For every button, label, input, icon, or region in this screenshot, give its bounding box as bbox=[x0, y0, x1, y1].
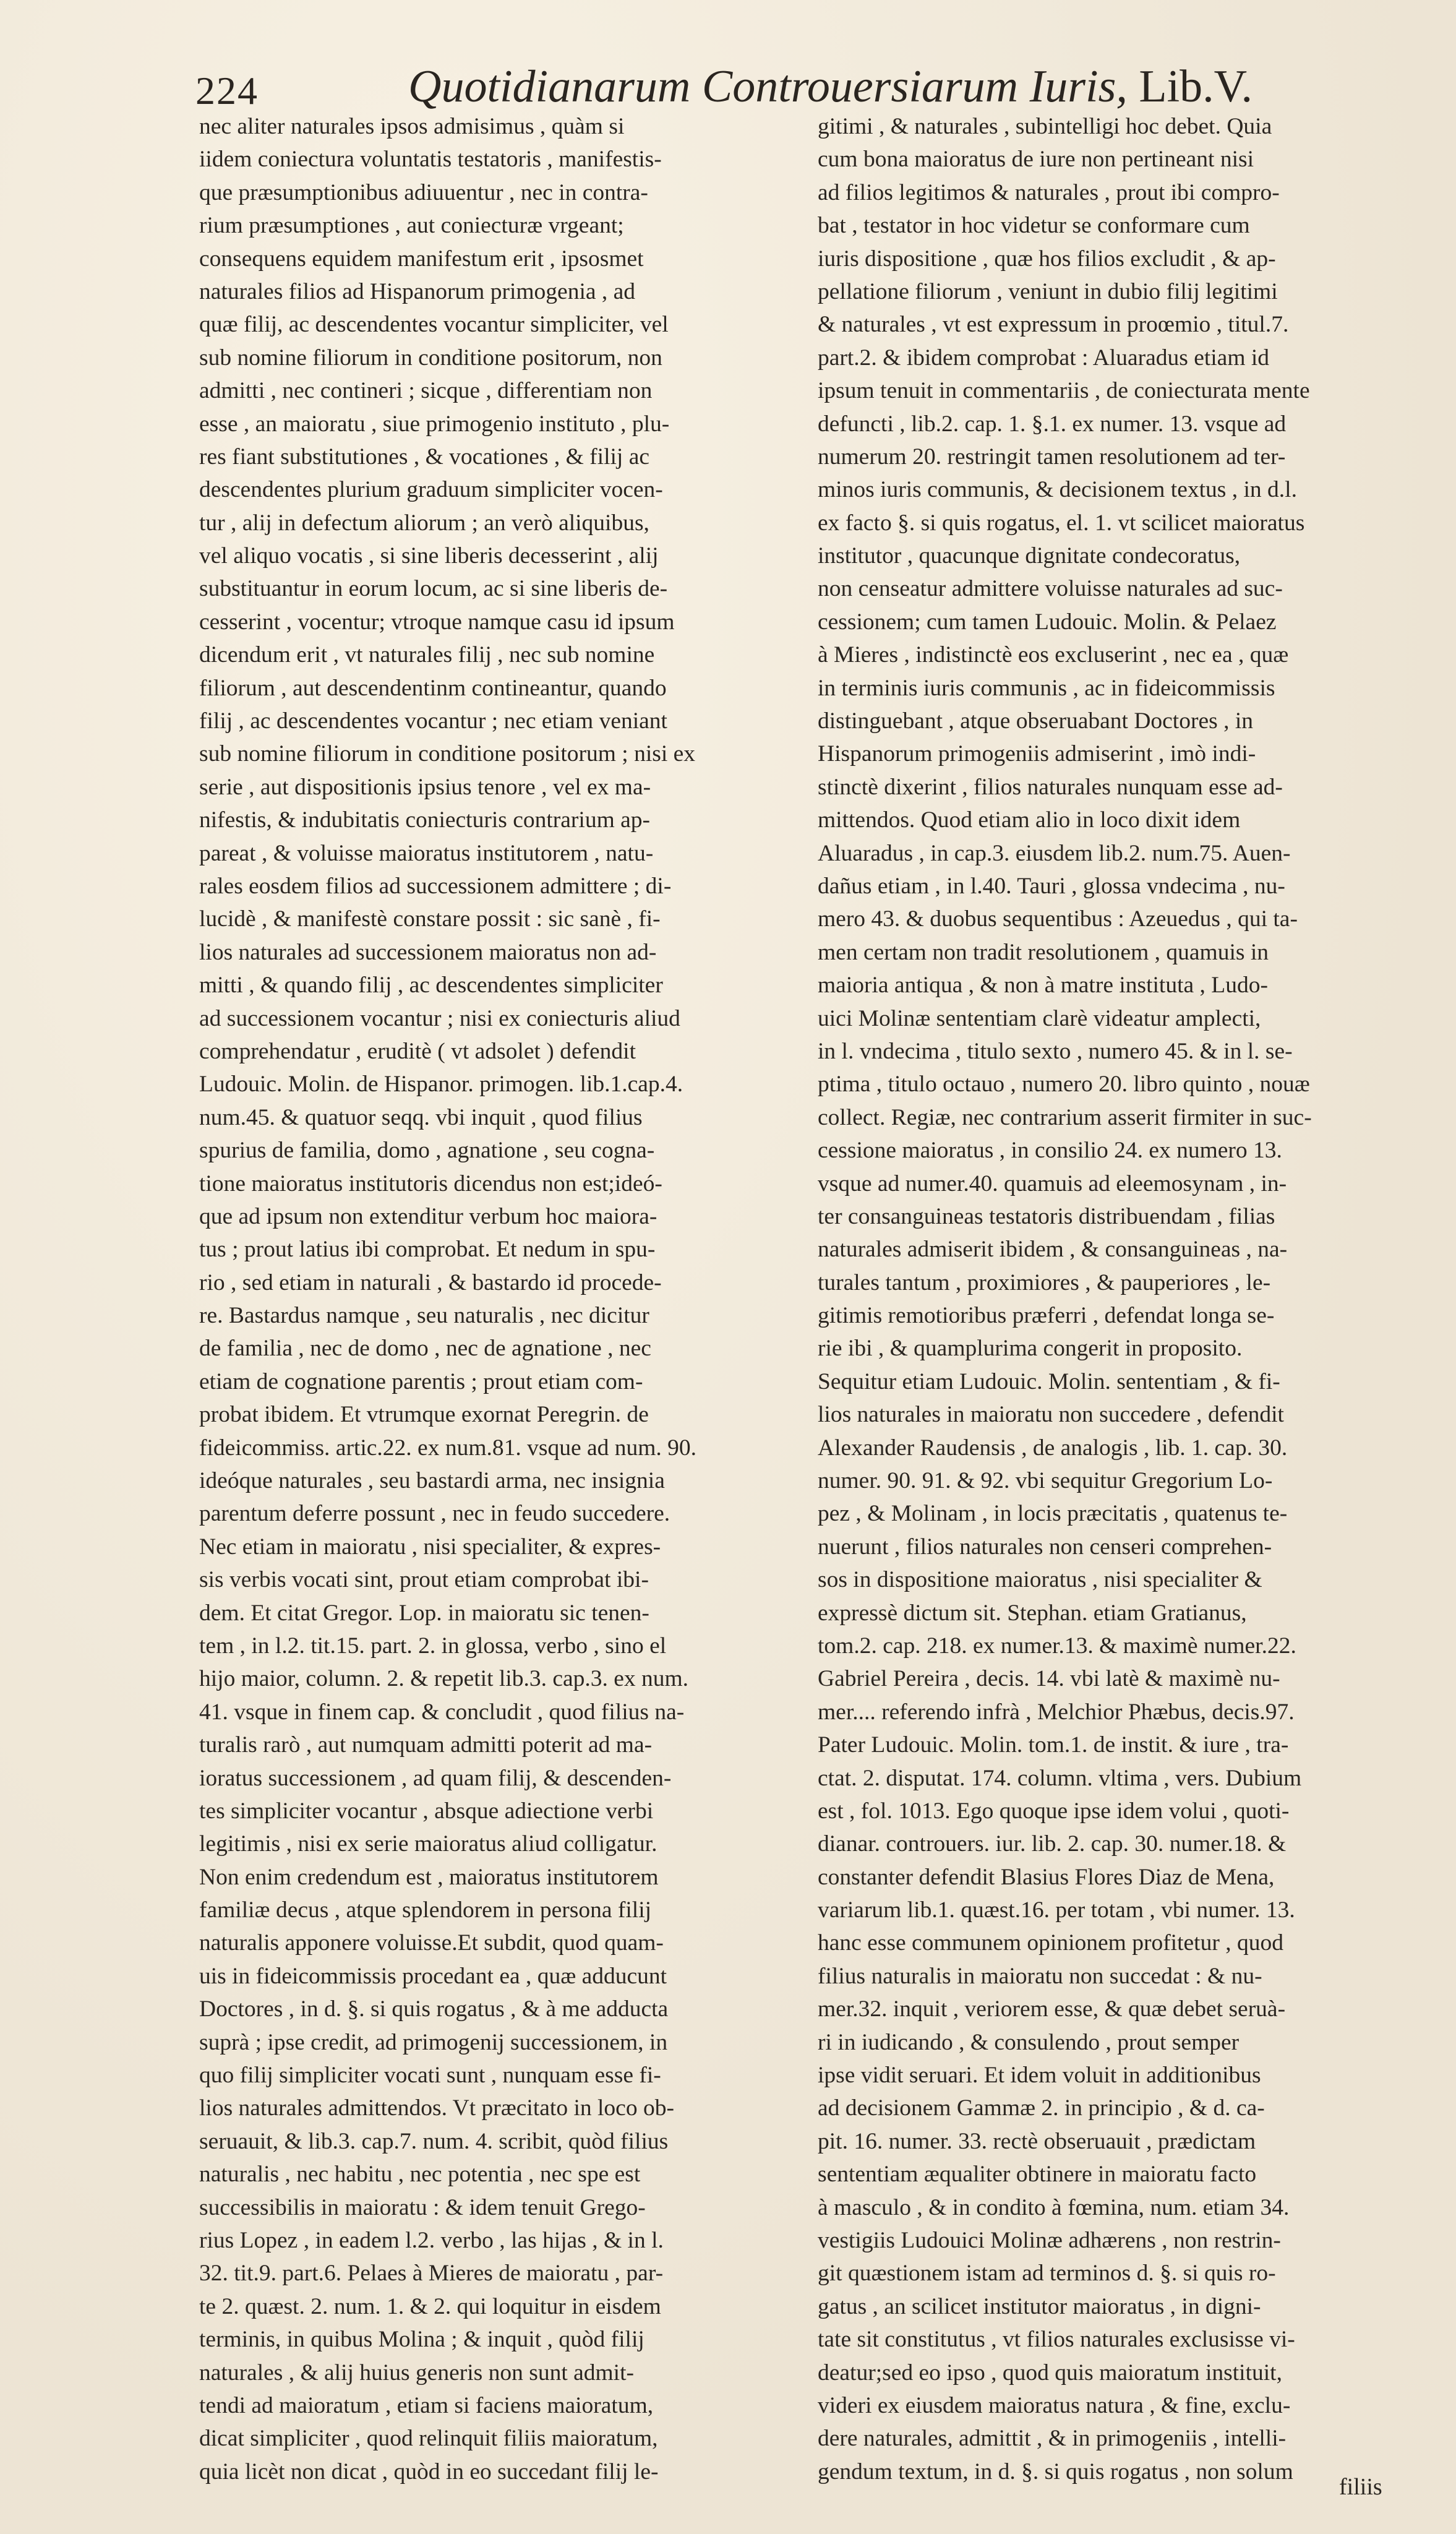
text-line: lios naturales ad successionem maioratus non ad- bbox=[199, 939, 657, 965]
text-line: numer. 90. 91. & 92. vbi sequitur Gregorium Lo- bbox=[818, 1468, 1273, 1494]
text-line: deatur;sed eo ipso , quod quis maioratum instituit, bbox=[818, 2360, 1282, 2386]
text-line: consequens equidem manifestum erit , ipsosmet bbox=[199, 246, 644, 272]
text-line: quæ filij, ac descendentes vocantur simpliciter, vel bbox=[199, 312, 669, 338]
text-line: iuris dispositione , quæ hos filios excludit , & ap- bbox=[818, 246, 1276, 272]
text-line: dianar. controuers. iur. lib. 2. cap. 30. numer.18. & bbox=[818, 1831, 1287, 1857]
text-line: cessionem; cum tamen Ludouic. Molin. & Pelaez bbox=[818, 609, 1277, 635]
catchword: filiis bbox=[1339, 2474, 1382, 2500]
text-line: tom.2. cap. 218. ex numer.13. & maximè numer.22. bbox=[818, 1633, 1296, 1659]
page-number: 224 bbox=[195, 69, 259, 113]
text-line: mittendos. Quod etiam alio in loco dixit idem bbox=[818, 807, 1241, 833]
text-line: substituantur in eorum locum, ac si sine liberis de- bbox=[199, 576, 668, 602]
text-line: vel aliquo vocatis , si sine liberis decesserint , alij bbox=[199, 543, 659, 569]
text-line: institutor , quacunque dignitate condecoratus, bbox=[818, 543, 1241, 569]
text-line: sis verbis vocati sint, prout etiam comprobat ibi- bbox=[199, 1567, 649, 1593]
text-line: gendum textum, in d. §. si quis rogatus , non solum bbox=[818, 2459, 1293, 2485]
text-line: tem , in l.2. tit.15. part. 2. in glossa, verbo , sino el bbox=[199, 1633, 667, 1659]
text-line: tur , alij in defectum aliorum ; an verò aliquibus, bbox=[199, 510, 649, 536]
text-line: spurius de familia, domo , agnatione , seu cogna- bbox=[199, 1138, 655, 1164]
text-line: Pater Ludouic. Molin. tom.1. de instit. & iure , tra- bbox=[818, 1732, 1289, 1758]
text-line: distinguebant , atque obseruabant Doctores , in bbox=[818, 708, 1253, 734]
text-line: ter consanguineas testatoris distribuendam , filias bbox=[818, 1203, 1275, 1229]
text-line: nec aliter naturales ipsos admisimus , quàm si bbox=[199, 114, 625, 139]
text-line: esse , an maioratu , siue primogenio instituto , plu- bbox=[199, 411, 670, 437]
text-line: lucidè , & manifestè constare possit : sic sanè , fi- bbox=[199, 906, 661, 932]
text-line: filij , ac descendentes vocantur ; nec etiam veniant bbox=[199, 708, 667, 734]
text-line: num.45. & quatuor seqq. vbi inquit , quod filius bbox=[199, 1104, 643, 1130]
text-line: tes simpliciter vocantur , absque adiectione verbi bbox=[199, 1798, 654, 1824]
text-line: defuncti , lib.2. cap. 1. §.1. ex numer. 13. vsque ad bbox=[818, 411, 1287, 437]
text-line: constanter defendit Blasius Flores Diaz de Mena, bbox=[818, 1864, 1275, 1890]
text-line: gitimi , & naturales , subintelligi hoc debet. Quia bbox=[818, 114, 1272, 139]
text-line: ad filios legitimos & naturales , prout ibi compro- bbox=[818, 179, 1280, 205]
text-line: vsque ad numer.40. quamuis ad eleemosynam , in- bbox=[818, 1170, 1287, 1196]
text-line: minos iuris communis, & decisionem textus , in d.l. bbox=[818, 477, 1297, 503]
text-line: ipse vidit seruari. Et idem voluit in additionibus bbox=[818, 2063, 1261, 2089]
text-line: probat ibidem. Et vtrumque exornat Peregrin. de bbox=[199, 1402, 649, 1428]
text-line: à masculo , & in condito à fœmina, num. etiam 34. bbox=[818, 2194, 1290, 2220]
text-line: tate sit constitutus , vt filios naturales exclusisse vi- bbox=[818, 2327, 1295, 2353]
running-title bbox=[408, 61, 1253, 113]
text-line: tus ; prout latius ibi comprobat. Et nedum in spu- bbox=[199, 1237, 656, 1263]
running-title-text: Quotidianarum Controuersiarum Iuris, bbox=[408, 61, 1128, 112]
text-line: sententiam æqualiter obtinere in maioratu facto bbox=[818, 2162, 1257, 2188]
text-line: mero 43. & duobus sequentibus : Azeuedus , qui ta- bbox=[818, 906, 1298, 932]
text-line: collect. Regiæ, nec contrarium asserit firmiter in suc- bbox=[818, 1104, 1312, 1130]
text-line: stinctè dixerint , filios naturales nunquam esse ad- bbox=[818, 774, 1283, 800]
text-line: sub nomine filiorum in conditione positorum, non bbox=[199, 345, 662, 371]
text-line: terminis, in quibus Molina ; & inquit , quòd filij bbox=[199, 2327, 644, 2353]
text-line: familiæ decus , atque splendorem in persona filij bbox=[199, 1897, 652, 1923]
text-line: sub nomine filiorum in conditione positorum ; nisi ex bbox=[199, 741, 696, 767]
text-line: dañus etiam , in l.40. Tauri , glossa vndecima , nu- bbox=[818, 873, 1285, 899]
text-line: serie , aut dispositionis ipsius tenore , vel ex ma- bbox=[199, 774, 651, 800]
text-line: nifestis, & indubitatis coniecturis contrarium ap- bbox=[199, 807, 650, 833]
text-line: non censeatur admittere voluisse naturales ad suc- bbox=[818, 576, 1283, 602]
text-line: ideóque naturales , seu bastardi arma, nec insignia bbox=[199, 1468, 665, 1494]
text-line: Nec etiam in maioratu , nisi specialiter, & expres- bbox=[199, 1534, 661, 1560]
text-line: successibilis in maioratu : & idem tenuit Grego- bbox=[199, 2194, 646, 2220]
text-line: dicendum erit , vt naturales filij , nec sub nomine bbox=[199, 642, 655, 668]
text-line: rales eosdem filios ad successionem admittere ; di- bbox=[199, 873, 672, 899]
text-line: nuerunt , filios naturales non censeri comprehen- bbox=[818, 1534, 1272, 1560]
text-line: filiorum , aut descendentinm contineantur, quando bbox=[199, 675, 667, 701]
text-line: etiam de cognatione parentis ; prout etiam com- bbox=[199, 1368, 643, 1394]
text-line: naturalis , nec habitu , nec potentia , nec spe est bbox=[199, 2162, 641, 2188]
text-line: Hispanorum primogeniis admiserint , imò indi- bbox=[818, 741, 1256, 767]
text-line: in l. vndecima , titulo sexto , numero 45. & in l. se- bbox=[818, 1038, 1293, 1064]
text-line: rie ibi , & quamplurima congerit in proposito. bbox=[818, 1336, 1243, 1362]
text-line: ri in iudicando , & consulendo , prout semper bbox=[818, 2029, 1240, 2055]
text-line: lios naturales in maioratu non succedere , defendit bbox=[818, 1402, 1284, 1428]
text-line: ioratus successionem , ad quam filij, & descenden- bbox=[199, 1765, 672, 1791]
text-line: naturales admiserit ibidem , & consanguineas , na- bbox=[818, 1237, 1288, 1263]
text-line: vestigiis Ludouici Molinæ adhærens , non restrin- bbox=[818, 2228, 1281, 2253]
text-line: cessione maioratus , in consilio 24. ex numero 13. bbox=[818, 1138, 1282, 1164]
text-line: comprehendatur , eruditè ( vt adsolet ) defendit bbox=[199, 1038, 636, 1064]
text-line: tendi ad maioratum , etiam si faciens maioratum, bbox=[199, 2392, 654, 2418]
text-line: 41. vsque in finem cap. & concludit , quod filius na- bbox=[199, 1699, 685, 1725]
text-line: pez , & Molinam , in locis præcitatis , quatenus te- bbox=[818, 1501, 1288, 1527]
text-line: & naturales , vt est expressum in proœmio , titul.7. bbox=[818, 312, 1289, 338]
text-line: naturales filios ad Hispanorum primogenia , ad bbox=[199, 278, 636, 304]
text-line: sos in dispositione maioratus , nisi specialiter & bbox=[818, 1567, 1262, 1593]
running-title-book: Lib.V. bbox=[1139, 61, 1253, 112]
text-line: ipsum tenuit in commentariis , de coniecturata mente bbox=[818, 378, 1310, 404]
text-line: gitimis remotioribus præferri , defendat longa se- bbox=[818, 1303, 1275, 1329]
text-line: quia licèt non dicat , quòd in eo succedant filij le- bbox=[199, 2459, 659, 2485]
text-line: seruauit, & lib.3. cap.7. num. 4. scribit, quòd filius bbox=[199, 2128, 669, 2154]
text-line: fideicommiss. artic.22. ex num.81. vsque ad num. 90. bbox=[199, 1435, 697, 1461]
text-line: naturalis apponere voluisse.Et subdit, quod quam- bbox=[199, 1930, 664, 1956]
text-line: pit. 16. numer. 33. rectè obseruauit , prædictam bbox=[818, 2128, 1256, 2154]
text-line: gatus , an scilicet institutor maioratus , in digni- bbox=[818, 2293, 1261, 2319]
text-line: legitimis , nisi ex serie maioratus aliud colligatur. bbox=[199, 1831, 657, 1857]
text-line: mitti , & quando filij , ac descendentes simpliciter bbox=[199, 973, 663, 999]
text-line: hijo maior, column. 2. & repetit lib.3. cap.3. ex num. bbox=[199, 1666, 689, 1692]
text-line: rium præsumptiones , aut coniecturæ vrgeant; bbox=[199, 213, 624, 239]
left-text-column bbox=[199, 110, 784, 2488]
text-line: uici Molinæ sententiam clarè videatur amplecti, bbox=[818, 1005, 1261, 1031]
text-line: ad decisionem Gammæ 2. in principio , & d. ca- bbox=[818, 2095, 1265, 2121]
text-line: cesserint , vocentur; vtroque namque casu id ipsum bbox=[199, 609, 675, 635]
text-line: naturales , & alij huius generis non sunt admit- bbox=[199, 2360, 634, 2386]
text-line: Doctores , in d. §. si quis rogatus , & à me adducta bbox=[199, 1996, 669, 2022]
text-line: à Mieres , indistinctè eos excluserint , nec ea , quæ bbox=[818, 642, 1289, 668]
text-line: rio , sed etiam in naturali , & bastardo id procede- bbox=[199, 1269, 662, 1295]
text-line: dere naturales, admittit , & in primogeniis , intelli- bbox=[818, 2426, 1287, 2452]
text-line: git quæstionem istam ad terminos d. §. si quis ro- bbox=[818, 2261, 1276, 2287]
text-line: admitti , nec contineri ; sicque , differentiam non bbox=[199, 378, 653, 404]
text-line: te 2. quæst. 2. num. 1. & 2. qui loquitur in eisdem bbox=[199, 2293, 661, 2319]
text-line: que ad ipsum non extenditur verbum hoc maiora- bbox=[199, 1203, 657, 1229]
text-line: re. Bastardus namque , seu naturalis , nec dicitur bbox=[199, 1303, 649, 1329]
text-line: dem. Et citat Gregor. Lop. in maioratu sic tenen- bbox=[199, 1600, 649, 1626]
text-line: Non enim credendum est , maioratus institutorem bbox=[199, 1864, 659, 1890]
text-line: filius naturalis in maioratu non succedat : & nu- bbox=[818, 1963, 1262, 1989]
right-text-column bbox=[818, 110, 1402, 2488]
text-line: Alexander Raudensis , de analogis , lib. 1. cap. 30. bbox=[818, 1435, 1288, 1461]
text-line: que præsumptionibus adiuuentur , nec in contra- bbox=[199, 179, 648, 205]
text-line: 32. tit.9. part.6. Pelaes à Mieres de maioratu , par- bbox=[199, 2261, 664, 2287]
text-line: turalis rarò , aut numquam admitti poterit ad ma- bbox=[199, 1732, 653, 1758]
text-line: mer.... referendo infrà , Melchior Phæbus, decis.97. bbox=[818, 1699, 1295, 1725]
text-line: pareat , & voluisse maioratus institutorem , natu- bbox=[199, 840, 654, 866]
text-line: part.2. & ibidem comprobat : Aluaradus etiam id bbox=[818, 345, 1270, 371]
text-line: parentum deferre possunt , nec in feudo succedere. bbox=[199, 1501, 670, 1527]
text-line: suprà ; ipse credit, ad primogenij successionem, in bbox=[199, 2029, 668, 2055]
text-line: uis in fideicommissis procedant ea , quæ adducunt bbox=[199, 1963, 667, 1989]
text-line: res fiant substitutiones , & vocationes , & filij ac bbox=[199, 444, 649, 470]
text-line: men certam non tradit resolutionem , quamuis in bbox=[818, 939, 1269, 965]
text-line: descendentes plurium graduum simpliciter vocen- bbox=[199, 477, 663, 503]
text-line: est , fol. 1013. Ego quoque ipse idem volui , quoti- bbox=[818, 1798, 1290, 1824]
text-line: lios naturales admittendos. Vt præcitato in loco ob- bbox=[199, 2095, 674, 2121]
text-line: ptima , titulo octauo , numero 20. libro quinto , nouæ bbox=[818, 1072, 1310, 1097]
text-line: Aluaradus , in cap.3. eiusdem lib.2. num.75. Auen- bbox=[818, 840, 1291, 866]
text-line: ex facto §. si quis rogatus, el. 1. vt scilicet maioratus bbox=[818, 510, 1305, 536]
text-line: rius Lopez , in eadem l.2. verbo , las hijas , & in l. bbox=[199, 2228, 664, 2253]
text-line: hanc esse communem opinionem profitetur , quod bbox=[818, 1930, 1283, 1956]
text-line: in terminis iuris communis , ac in fideicommissis bbox=[818, 675, 1275, 701]
text-line: bat , testator in hoc videtur se conformare cum bbox=[818, 213, 1250, 239]
text-line: maioria antiqua , & non à matre instituta , Ludo- bbox=[818, 973, 1268, 999]
text-line: quo filij simpliciter vocati sunt , nunquam esse fi- bbox=[199, 2063, 661, 2089]
text-line: ctat. 2. disputat. 174. column. vltima , vers. Dubium bbox=[818, 1765, 1302, 1791]
text-line: dicat simpliciter , quod relinquit filiis maioratum, bbox=[199, 2426, 658, 2452]
text-line: numerum 20. restringit tamen resolutionem ad ter- bbox=[818, 444, 1286, 470]
text-line: variarum lib.1. quæst.16. per totam , vbi numer. 13. bbox=[818, 1897, 1295, 1923]
text-line: mer.32. inquit , veriorem esse, & quæ debet seruà- bbox=[818, 1996, 1286, 2022]
text-line: ad successionem vocantur ; nisi ex coniecturis aliud bbox=[199, 1005, 680, 1031]
text-line: tione maioratus institutoris dicendus non est;ideó- bbox=[199, 1170, 662, 1196]
text-line: Ludouic. Molin. de Hispanor. primogen. lib.1.cap.4. bbox=[199, 1072, 683, 1097]
text-line: videri ex eiusdem maioratus natura , & fine, exclu- bbox=[818, 2392, 1291, 2418]
text-line: iidem coniectura voluntatis testatoris , manifestis- bbox=[199, 147, 662, 173]
text-line: expressè dictum sit. Stephan. etiam Gratianus, bbox=[818, 1600, 1247, 1626]
text-line: de familia , nec de domo , nec de agnatione , nec bbox=[199, 1336, 651, 1362]
text-line: turales tantum , proximiores , & pauperiores , le- bbox=[818, 1269, 1271, 1295]
text-line: cum bona maioratus de iure non pertineant nisi bbox=[818, 147, 1254, 173]
text-line: pellatione filiorum , veniunt in dubio filij legitimi bbox=[818, 278, 1278, 304]
text-line: Sequitur etiam Ludouic. Molin. sententiam , & fi- bbox=[818, 1368, 1280, 1394]
text-line: Gabriel Pereira , decis. 14. vbi latè & maximè nu- bbox=[818, 1666, 1280, 1692]
